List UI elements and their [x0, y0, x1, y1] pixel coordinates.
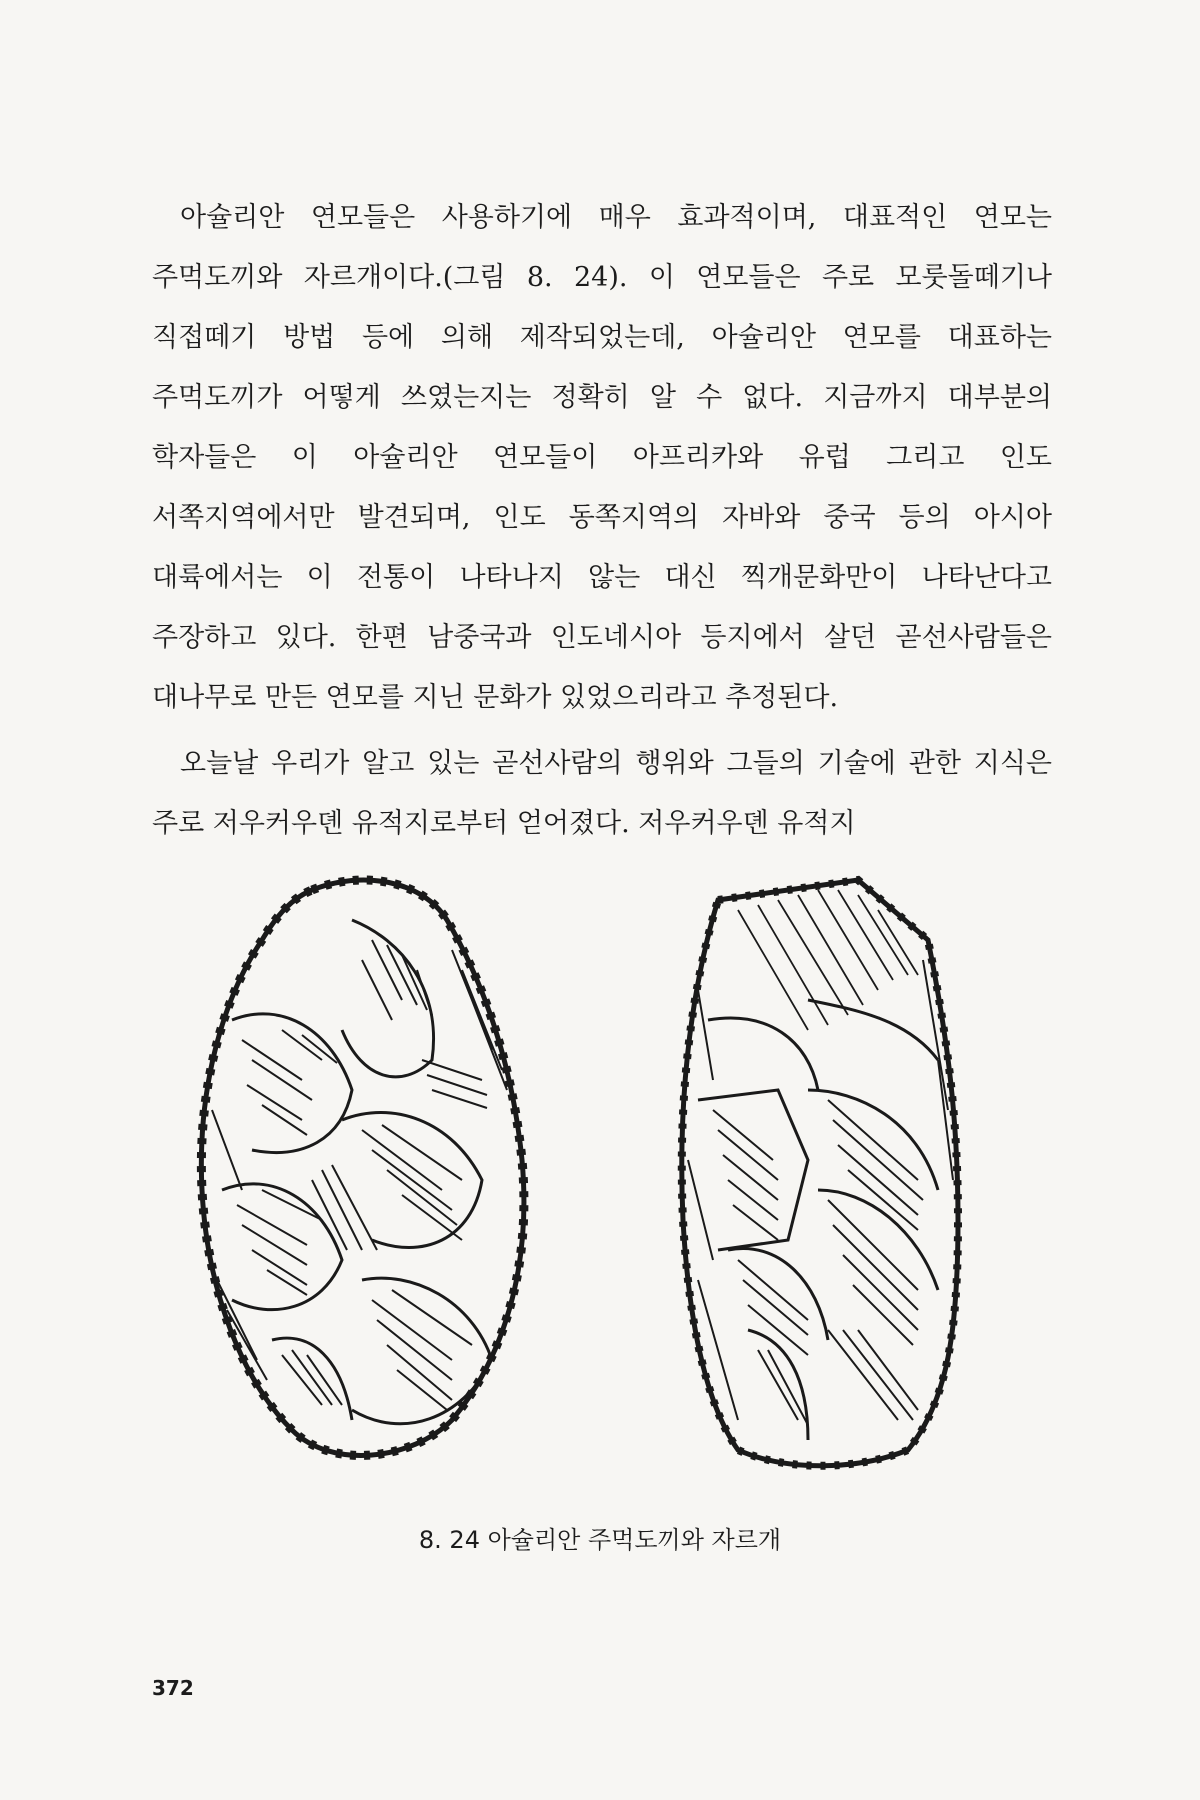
body-text [152, 188, 1052, 854]
handaxe-illustration [192, 860, 542, 1480]
paragraph-1: 아슐리안 연모들은 사용하기에 매우 효과적이며, 대표적인 연모는 주먹도끼와 자르개이다.(그림 8. 24). 이 연모들은 주로 모룻돌떼기나 직접떼기 방법 등에 의해 제작되었는데, 아슐리안 연모를 대표하는 주먹도끼가 어떻게 쓰였는지는 정확히 알 수 없다. 지금까지 대부분의 학자들은 이 아슐리안 연모들이 아프리카와 유럽 그리고 인도 서쪽지역에서만 발견되며, 인도 동쪽지역의 자바와 중국 등의 아시아 대륙에서는 이 전통이 나타나지 않는 대신 찍개문화만이 나타난다고 주장하고 있다. 한편 남중국과 인도네시아 등지에서 살던 곧선사람들은 대나무로 만든 연모를 지닌 문화가 있었으리라고 추정된다. [152, 202, 1052, 713]
paragraph-2: 오늘날 우리가 알고 있는 곧선사람의 행위와 그들의 기술에 관한 지식은 주로 저우커우뎬 유적지로부터 얻어졌다. 저우커우뎬 유적지 [152, 748, 1052, 839]
figure-caption: 8. 24 아슐리안 주먹도끼와 자르개 [418, 1526, 782, 1554]
page-number: 372 [152, 1676, 194, 1700]
figure-8-24 [0, 860, 1200, 1500]
cleaver-illustration [658, 860, 988, 1480]
